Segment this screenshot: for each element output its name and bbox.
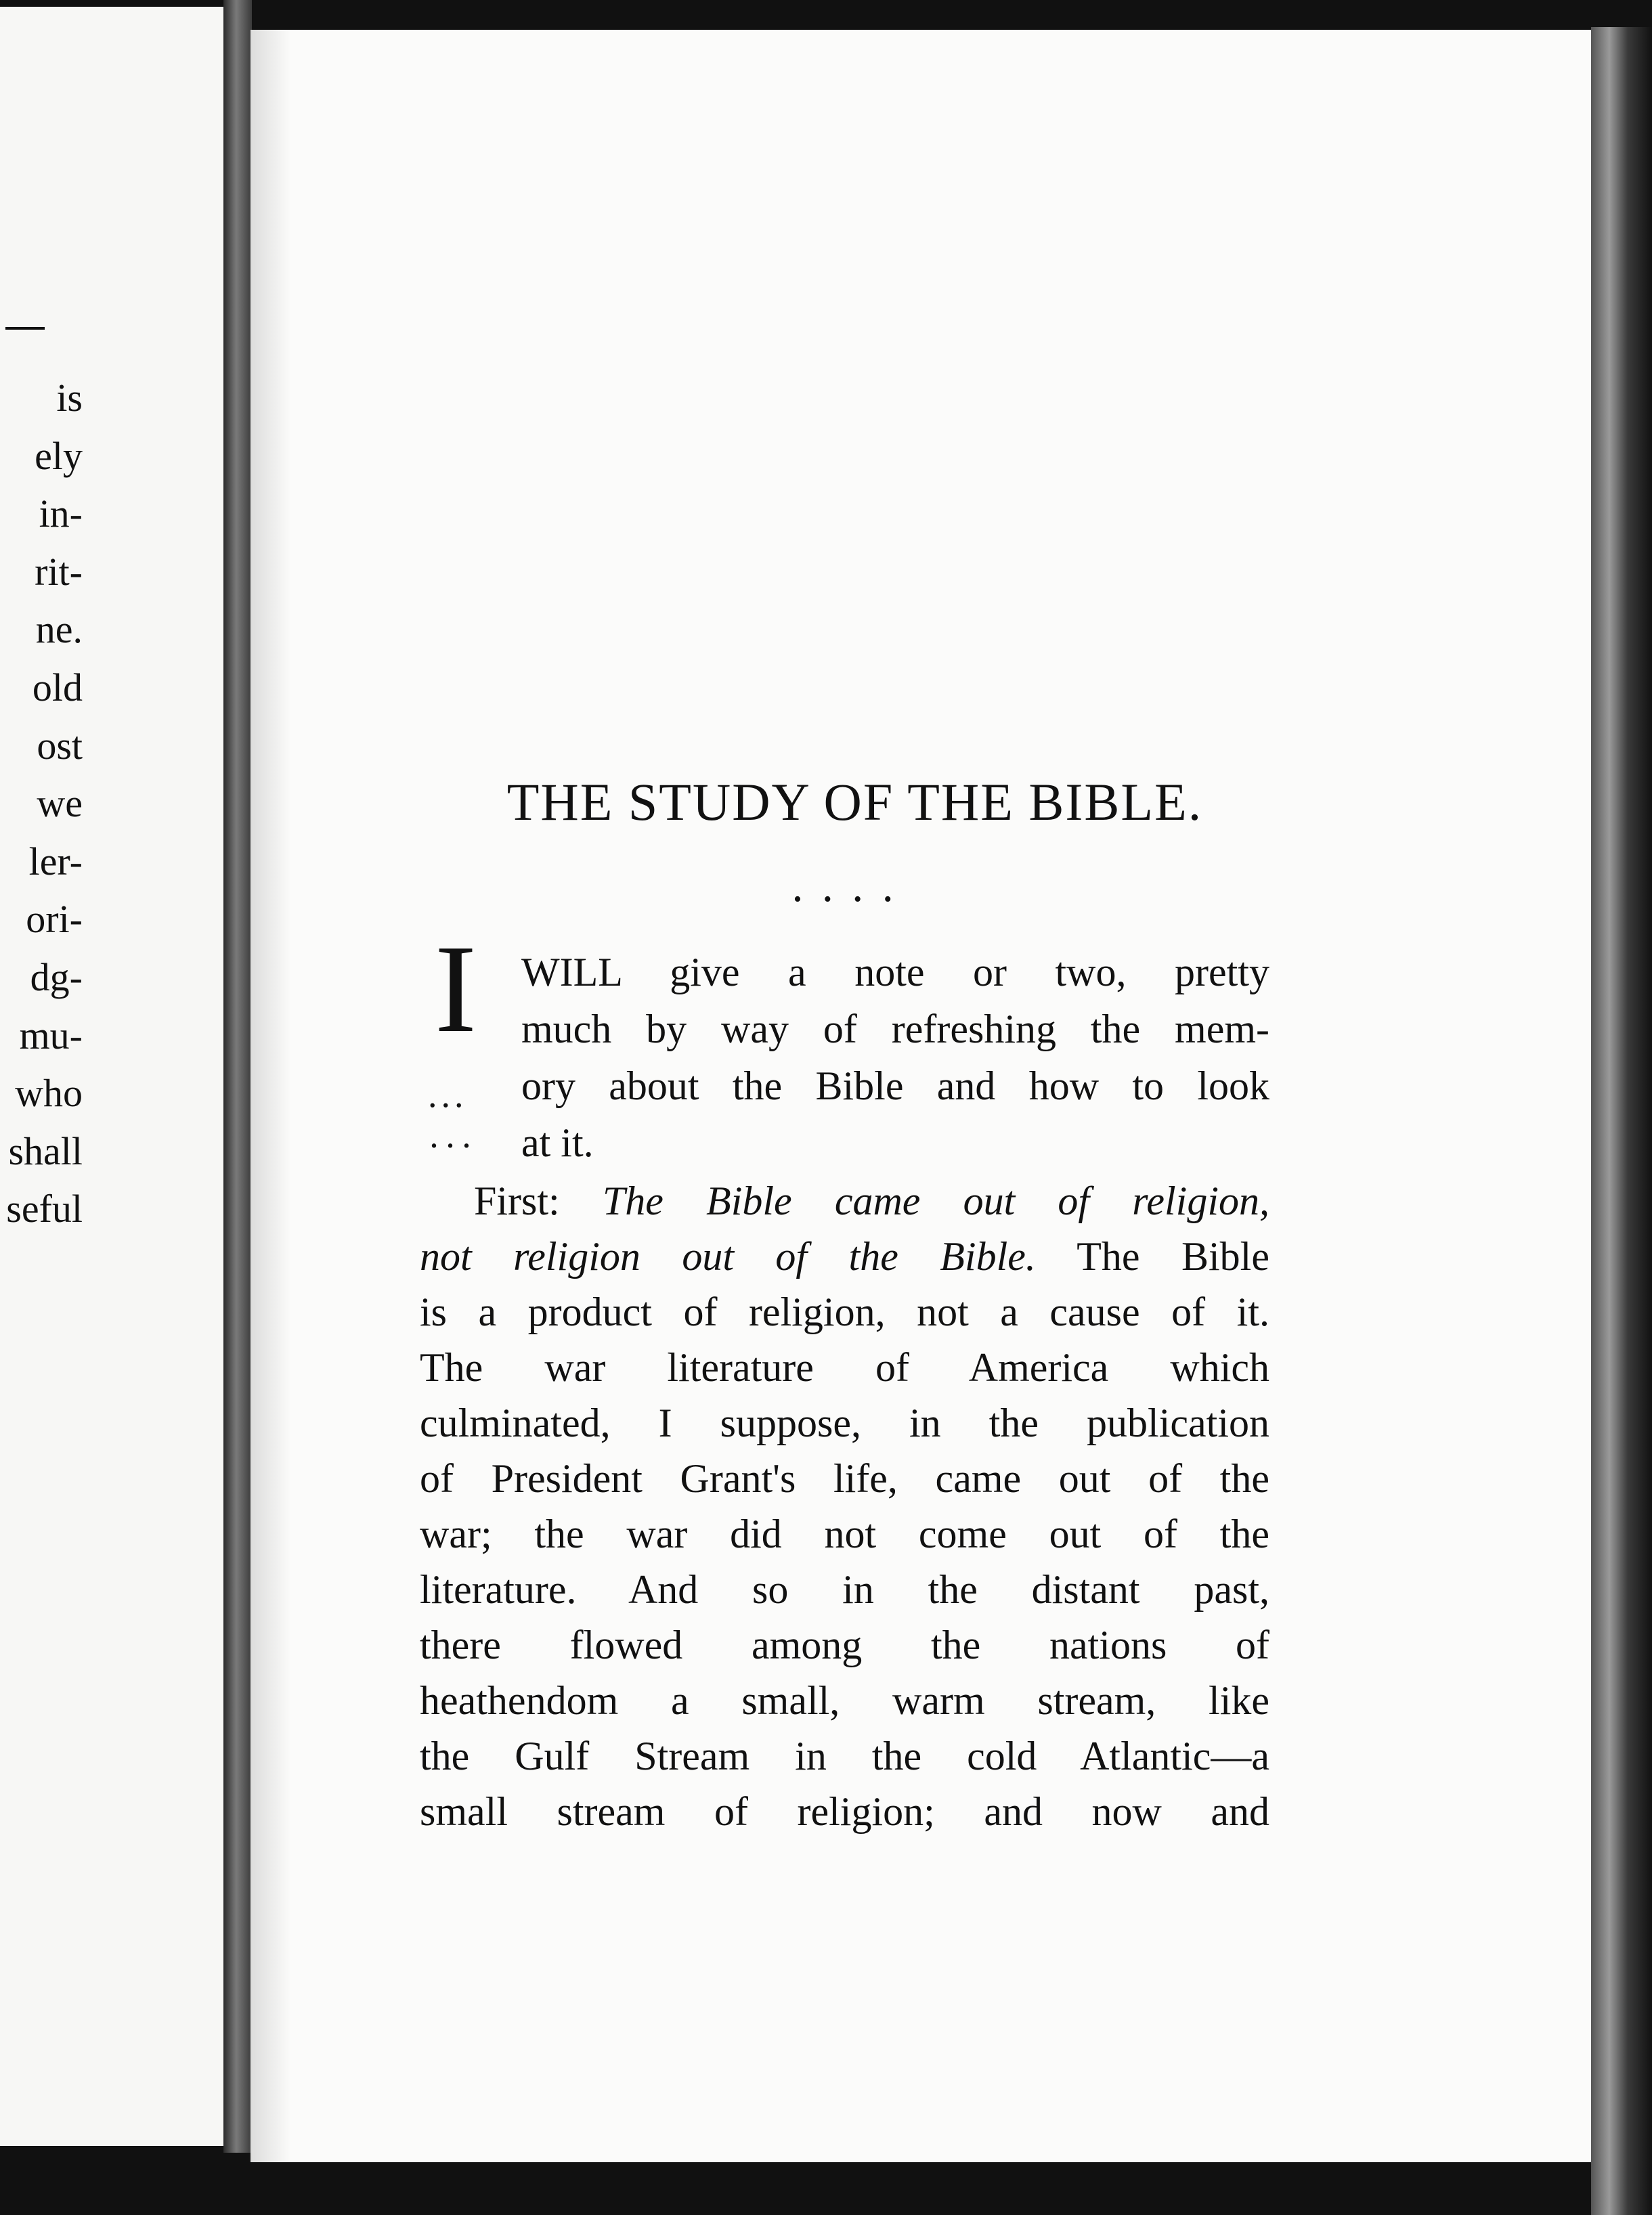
italic-text: The Bible came out of religion, xyxy=(602,1179,1270,1223)
left-fragment: who xyxy=(15,1071,83,1116)
book-edge xyxy=(1591,27,1652,2215)
chapter-title: THE STUDY OF THE BIBLE. xyxy=(506,772,1203,831)
text-line: WILL give a note or two, pretty xyxy=(521,950,1269,994)
margin-mark: ··· xyxy=(428,1125,477,1166)
drop-cap: I xyxy=(435,919,477,1059)
page-shadow xyxy=(251,30,291,2162)
text-line: The war literature of America which xyxy=(420,1345,1269,1390)
text-line xyxy=(474,1178,1269,1225)
left-fragment: ler- xyxy=(28,839,83,883)
left-fragment: ely xyxy=(35,433,83,478)
left-fragment: we xyxy=(37,781,83,826)
text-line: is a product of religion, not a cause of it. xyxy=(420,1290,1269,1334)
text-line: there flowed among the nations of xyxy=(420,1623,1269,1667)
left-page-text xyxy=(0,369,83,1238)
text-line: much by way of refreshing the mem- xyxy=(521,1007,1269,1051)
text-line xyxy=(420,1233,1269,1280)
left-fragment: in- xyxy=(39,491,83,536)
text-line: culminated, I suppose, in the publication xyxy=(420,1401,1269,1445)
left-fragment: rit- xyxy=(35,549,83,594)
ornament-dots: • • • • xyxy=(794,887,900,912)
left-fragment: ost xyxy=(37,723,83,768)
italic-text: not religion out of the Bible. xyxy=(420,1234,1036,1279)
left-fragment: old xyxy=(32,665,83,709)
text-line: war; the war did not come out of the xyxy=(420,1512,1269,1556)
text-line: ory about the Bible and how to look xyxy=(521,1063,1269,1108)
text-span: The Bible xyxy=(1077,1234,1269,1279)
margin-mark: ... xyxy=(428,1074,468,1115)
first-label: First: xyxy=(474,1179,560,1223)
left-fragment: mu- xyxy=(19,1013,83,1057)
text-line: at it. xyxy=(521,1120,594,1165)
text-line: small stream of religion; and now and xyxy=(420,1789,1269,1834)
left-fragment: seful xyxy=(6,1187,83,1231)
left-fragment: shall xyxy=(8,1128,83,1173)
book-gutter xyxy=(223,0,252,2153)
left-fragment: ori- xyxy=(26,897,83,942)
left-fragment: is xyxy=(56,376,83,420)
left-page-rule xyxy=(5,327,45,330)
text-line: literature. And so in the distant past, xyxy=(420,1567,1269,1612)
left-fragment: dg- xyxy=(30,955,83,999)
text-line: heathendom a small, warm stream, like xyxy=(420,1678,1269,1723)
text-line: of President Grant's life, came out of the xyxy=(420,1456,1269,1501)
left-fragment: ne. xyxy=(35,607,83,652)
text-line: the Gulf Stream in the cold Atlantic—a xyxy=(420,1734,1269,1778)
